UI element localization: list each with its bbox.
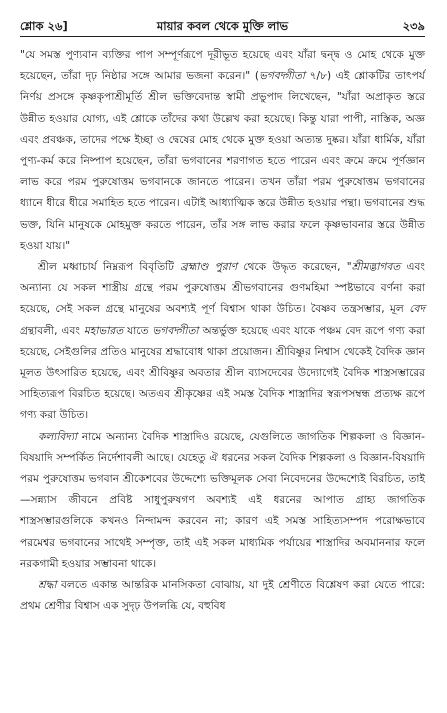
scripture-title: ভগবদ্গীতা [258,70,305,83]
paragraph: শ্রীল মধ্বাচার্য নিম্নরূপ বিবৃতিটি ব্রহ্মাণ্ড পুরাণ থেকে উদ্ধৃত করেছেন, "শ্রীমদ্ভাগবত এবং অন্যান্য যে সকল শাস্ত্রীয় গ্রন্থে পরম পুরুষোত্তম শ্রীভগবানের গুণমহিমা স্পষ্টভাবে বর্ণনা করা হয়েছে, সেই সকল গ্রন্থে মানুষের অবশ্যই পূর্ণ বিশ্বাস থাকা উচিত। বৈষ্ণব তন্ত্রসম্ভার, মূল বেদ গ্রন্থাবলী, এবং মহাভারত যাতে ভগবদ্গীতা অন্তর্ভুক্ত হয়েছে এবং যাকে পঞ্চম বেদ রূপে গণ্য করা হয়েছে, সেইগুলির প্রতিও মানুষের শ্রদ্ধাবোধ থাকা প্রয়োজন। শ্রীবিষ্ণুর নিশ্বাস থেকেই বৈদিক জ্ঞান মূলত উৎসারিত হয়েছে, এবং শ্রীবিষ্ণুর অবতার শ্রীল ব্যাসদেবের উদ্যোগেই বৈদিক শাস্ত্রসম্ভারের সাহিত্যরূপ বিরচিত হয়েছে। অতএব শ্রীকৃষ্ণের এই সমস্ত বৈদিক শাস্ত্রাদির স্বরূপসম্বন্ধ প্রত্যক্ষ রূপে গণ্য করা উচিত। [20,261,425,422]
paragraph: কল্যবিদ্যা নামে অন্যান্য বৈদিক শাস্ত্রাদিও রয়েছে, যেগুলিতে জাগতিক শিল্পকলা ও বিজ্ঞান-বিষয়াদি সম্পর্কিত নির্দেশাবলী আছে। যেহেতু ঐ ধরনের সকল বৈদিক শিল্পকলা ও বিজ্ঞান-বিষয়াদি পরম পুরুষোত্তম ভগবান শ্রীকেশবের উদ্দেশ্যে ভক্তিমূলক সেবা নিবেদনের উদ্দেশ্যেই বিরচিত, তাই—সন্ন্যাস জীবনে প্রবিষ্ট সাধুপুরুষগণ অবশ্যই এই ধরনের আপাত গ্রাহ্য জাগতিক শাস্ত্রসম্ভারগুলিকে কখনও নিন্দামন্দ করবেন না; কারণ এই সমস্ত সাহিত্যসম্পদ পরোক্ষভাবে পরমেশ্বর ভগবানের সাথেই সম্পৃক্ত, তাই এই সকল মাধ্যমিক পর্যায়ের শাস্ত্রাদির অবমাননার ফলে নরকগামী হওয়ার সম্ভাবনা থাকে। [20,430,425,570]
header-rule [20,36,425,37]
page-number: ২৩৯ [402,19,425,33]
scripture-title: শ্রীমদ্ভাগবত [351,261,401,274]
scripture-title: কল্যবিদ্যা [38,430,78,443]
scripture-title: শ্রদ্ধা [38,579,57,592]
page-header [20,14,425,38]
paragraph: "যে সমস্ত পুণ্যবান ব্যক্তির পাপ সম্পূর্ণরূপে দূরীভূত হয়েছে এবং যাঁরা দ্বন্দ্ব ও মোহ থেকে মুক্ত হয়েছেন, তাঁরা দৃঢ় নিষ্ঠার সঙ্গে আমার ভজনা করেন।" (ভগবদ্গীতা ৭/৮) এই শ্লোকটির তাৎপর্য নির্ণয় প্রসঙ্গে কৃষ্ণকৃপাশ্রীমূর্তি শ্রীল ভক্তিবেদান্ত স্বামী প্রভুপাদ লিখেছেন, "যাঁরা অপ্রাকৃত স্তরে উন্নীত হওয়ার যোগ্য, এই শ্লোকে তাঁদের কথা উল্লেখ করা হয়েছে। কিন্তু যারা পাপী, নাস্তিক, অজ্ঞ এবং প্রবঞ্চক, তাদের পক্ষে ইচ্ছা ও দ্বেষের মোহ থেকে মুক্ত হওয়া অত্যন্ত দুষ্কর। যাঁরা ধার্মিক, যাঁরা পুণ্য-কর্ম করে নিষ্পাপ হয়েছেন, তাঁরা ভগবানের শরণাগত হতে পারেন এবং ক্রমে ক্রমে পূর্ণজ্ঞান লাভ করে পরম পুরুষোত্তম ভগবানকে জানতে পারেন। তখন তাঁরা পরম পুরুষোত্তম ভগবানের ধ্যানে ধীরে ধীরে সমাহিত হতে পারেন। এটাই আধ্যাত্মিক স্তরে উন্নীত হওয়ার পন্থা। ভগবানের শুদ্ধ ভক্ত, যিনি মানুষকে মোহমুক্ত করতে পারেন, তাঁর সঙ্গ লাভ করার ফলে কৃষ্ণভাবনার স্তরে উন্নীত হওয়া যায়।" [20,49,425,252]
paragraph: শ্রদ্ধা বলতে একান্ত আন্তরিক মানসিকতা বোঝায়, যা দুই শ্রেণীতে বিশ্লেষণ করা যেতে পারে: প্রথম শ্রেণীর বিশ্বাস এক সুদৃঢ় উপলব্ধি যে, বহুবিধ [20,579,425,613]
verse-label: শ্লোক ২৬] [20,19,68,33]
scripture-title: বেদ [409,303,425,316]
chapter-title: মায়ার কবল থেকে মুক্তি লাভ [156,19,289,33]
page-body [20,45,425,707]
scripture-title: ব্রহ্মাণ্ড পুরাণ [180,261,238,274]
scripture-title: ভগবদ্গীতা [152,324,199,337]
scripture-title: মহাভারত [83,324,124,337]
